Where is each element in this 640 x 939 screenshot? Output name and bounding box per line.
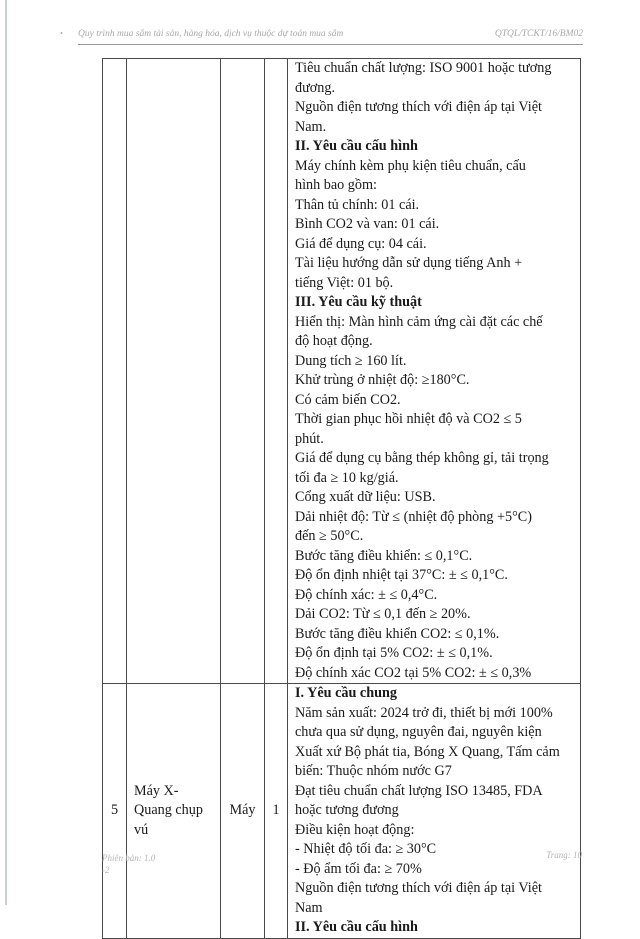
spec-line: Xuất xứ Bộ phát tia, Bóng X Quang, Tấm cảm (295, 743, 560, 760)
spec-line: Giá để dụng cụ: 04 cái. (295, 235, 427, 252)
document-code: QTQL/TCKT/16/BM02 (494, 29, 583, 39)
cell-quantity (265, 59, 288, 684)
spec-line: Thời gian phục hồi nhiệt độ và CO2 ≤ 5 (295, 411, 522, 427)
cell-quantity: 1 (265, 684, 288, 939)
page-number: Trang: 10 (546, 850, 582, 860)
spec-line: Đạt tiêu chuẩn chất lượng ISO 13485, FDA (295, 782, 543, 799)
spec-line: Độ ổn định tại 5% CO2: ± ≤ 0,1%. (295, 645, 493, 661)
cell-unit (221, 59, 265, 684)
spec-line: Có cảm biến CO2. (295, 391, 401, 408)
table-row (103, 59, 581, 684)
spec-line: Máy chính kèm phụ kiện tiêu chuẩn, cấu (295, 157, 526, 174)
spec-line: Dung tích ≥ 160 lít. (295, 352, 407, 369)
spec-line: chưa qua sử dụng, nguyên đai, nguyên kiện (295, 724, 542, 740)
spec-line: Độ ổn định nhiệt tại 37°C: ± ≤ 0,1°C. (295, 567, 508, 583)
spec-line: Độ chính xác: ± ≤ 0,4°C. (295, 586, 438, 603)
spec-line: Tiêu chuẩn chất lượng: ISO 9001 hoặc tương (295, 60, 552, 76)
spec-line: đến ≥ 50°C. (295, 528, 364, 544)
spec-line: Bước tăng điều khiển CO2: ≤ 0,1%. (295, 625, 500, 642)
specification-table (102, 58, 581, 939)
spec-line: Nguồn điện tương thích với điện áp tại Việt (295, 880, 542, 896)
page-footer-left (102, 852, 155, 876)
spec-line: Năm sản xuất: 2024 trở đi, thiết bị mới 100% (295, 704, 553, 721)
cell-item-name (127, 59, 221, 684)
spec-line: Điều kiện hoạt động: (295, 821, 415, 838)
cell-stt: 5 (103, 684, 127, 939)
spec-line: Hiển thị: Màn hình cảm ứng cài đặt các chế (295, 313, 543, 330)
spec-line: Tài liệu hướng dẫn sử dụng tiếng Anh + (295, 255, 523, 271)
section-heading: II. Yêu cầu cấu hình (295, 138, 418, 154)
spec-line: đương. (295, 79, 336, 96)
cell-unit: Máy (221, 684, 265, 939)
spec-line: tối đa ≥ 10 kg/giá. (295, 469, 399, 486)
spec-line: Nam. (295, 118, 327, 135)
spec-line: Khử trùng ở nhiệt độ: ≥180°C. (295, 372, 470, 388)
section-heading: II. Yêu cầu cấu hình (295, 919, 418, 935)
spec-line: Dải CO2: Từ ≤ 0,1 đến ≥ 20%. (295, 606, 471, 622)
cell-specification (288, 684, 581, 939)
spec-line: phút. (295, 430, 324, 447)
spec-line: Dải nhiệt độ: Từ ≤ (nhiệt độ phòng +5°C) (295, 508, 532, 525)
scan-edge (5, 0, 7, 905)
page-header (60, 26, 583, 45)
spec-line: Giá để dụng cụ bằng thép không gỉ, tải trọng (295, 450, 549, 466)
spec-line: Bình CO2 và van: 01 cái. (295, 216, 440, 232)
spec-line: Bước tăng điều khiển: ≤ 0,1°C. (295, 547, 473, 564)
cell-item-name: Máy X-Quang chụp vú (127, 684, 221, 939)
cell-stt (103, 59, 127, 684)
spec-line: tiếng Việt: 01 bộ. (295, 274, 394, 291)
spec-line: - Nhiệt độ tối đa: ≥ 30°C (295, 841, 437, 857)
spec-line: độ hoạt động. (295, 333, 373, 349)
spec-line: Cổng xuất dữ liệu: USB. (295, 489, 436, 505)
spec-line: Độ chính xác CO2 tại 5% CO2: ± ≤ 0,3% (295, 664, 532, 681)
spec-line: hình bao gồm: (295, 177, 377, 193)
header-title: Quy trình mua sắm tài sản, hàng hóa, dịch vụ thuộc dự toán mua sắm (78, 29, 344, 39)
header-bullet: • (60, 29, 63, 38)
spec-line: Thân tủ chính: 01 cái. (295, 196, 420, 213)
cell-specification (288, 59, 581, 684)
spec-line: hoặc tương đương (295, 802, 399, 818)
section-heading: I. Yêu cầu chung (295, 685, 397, 701)
spec-line: Nguồn điện tương thích với điện áp tại Việt (295, 99, 542, 115)
version-label: Phiên bản: 1.0 (102, 853, 156, 863)
spec-line: - Độ ẩm tối đa: ≥ 70% (295, 860, 422, 877)
spec-line: Nam (295, 899, 323, 916)
table-row (103, 684, 581, 939)
section-heading: III. Yêu cầu kỹ thuật (295, 294, 422, 310)
footer-mark: -2 (102, 865, 110, 875)
spec-line: biến: Thuộc nhóm nước G7 (295, 763, 452, 779)
